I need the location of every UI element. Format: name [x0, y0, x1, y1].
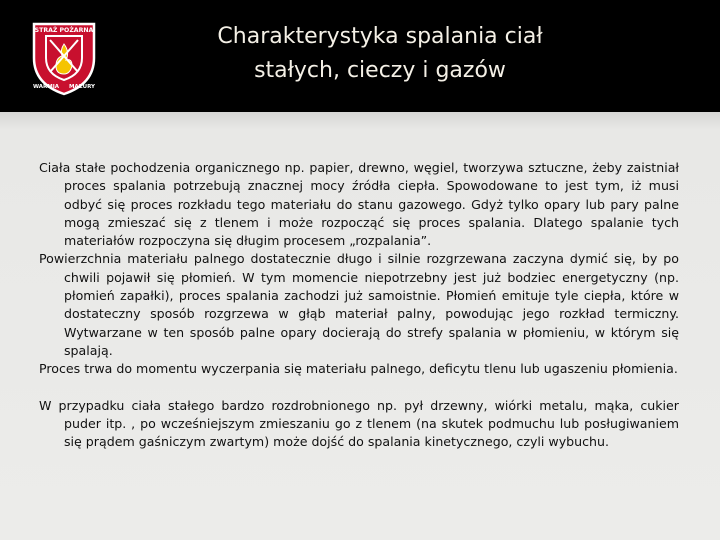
logo-text-right: MAZURY — [68, 84, 96, 90]
paragraph-surface: Powierzchnia materiału palnego dostatecznie długo i silnie rozgrzewana zaczyna dymić się, by po chwili pojawił się płomień. W tym momencie niepotrzebny jest już bodziec energetyczny (np. płomień zapałki), proces spalania zachodzi już samoistnie. Płomień emituje tyle ciepła, które w dostateczny sposób rozgrzewa w głąb materiał palny, powodując jego rozkład termiczny. Wytwarzane w ten sposób palne opary docierają do strefy spalania w płomieniu, w którym się spalają. — [39, 251, 679, 358]
paragraph-dust: W przypadku ciała stałego bardzo rozdrobnionego np. pył drzewny, wiórki metalu, mąka, cukier puder itp. , po wcześniejszym zmieszaniu go z tlenem (na skutek podmuchu lub posługiwaniem się prądem gaśniczym zwartym) może dojść do spalania kinetycznego, czyli wybuchu. — [39, 397, 679, 450]
body-text — [39, 159, 679, 451]
slide-content — [0, 112, 720, 540]
logo-text-left: WARMIA — [32, 84, 60, 90]
paragraph-solids: Ciała stałe pochodzenia organicznego np. papier, drewno, węgiel, tworzywa sztuczne, żeby zaistniał proces spalania potrzebują znacznej mocy źródła ciepła. Spowodowane to jest tym, iż musi odbyć się proces rozkładu tego materiału do stanu gazowego. Gdyż tylko opary lub pary palne mogą zmieszać się z tlenem i może rozpocząć się proces spalania. Dlatego spalanie tych materiałów rozpoczyna się długim procesem „rozpalania”. — [39, 160, 679, 249]
logo-text-top: STRAŻ POŻARNA — [34, 27, 94, 34]
slide-header — [0, 0, 720, 112]
slide-title — [130, 20, 630, 88]
slide-title-line-2: stałych, cieczy i gazów — [254, 58, 506, 83]
fire-brigade-shield-logo — [22, 14, 106, 98]
slide-title-line-1: Charakterystyka spalania ciał — [217, 24, 543, 49]
paragraph-process: Proces trwa do momentu wyczerpania się materiału palnego, deficytu tlenu lub ugaszeniu płomienia. — [39, 361, 678, 377]
